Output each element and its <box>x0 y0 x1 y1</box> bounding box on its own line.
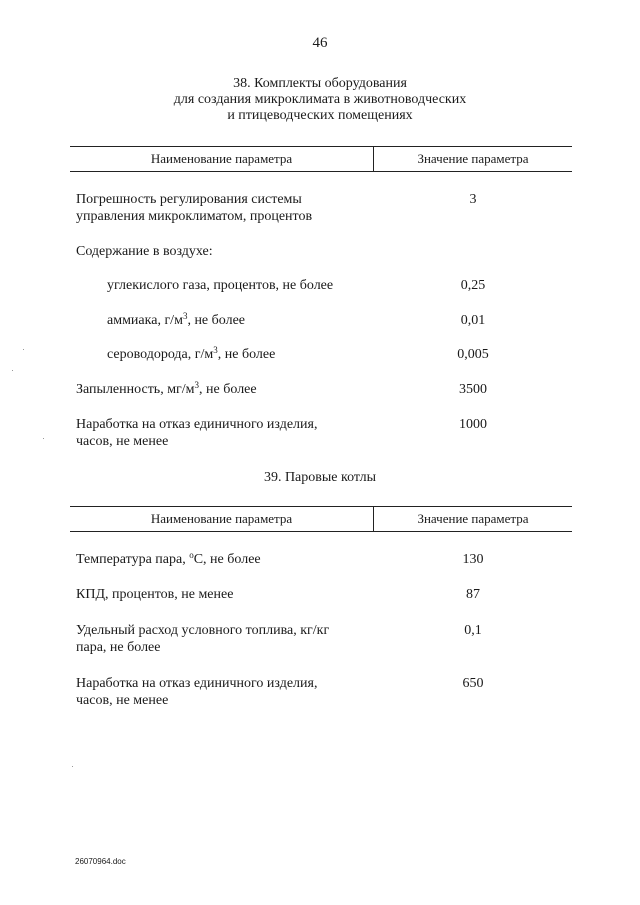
dust-content-label-suffix: , не более <box>199 382 257 397</box>
scan-speck <box>23 349 24 350</box>
hydrogen-sulfide-label <box>107 346 407 363</box>
scan-speck <box>72 766 73 767</box>
air-content-heading: Содержание в воздухе: <box>76 244 213 259</box>
fuel-consumption-label-line-1: Удельный расход условного топлива, кг/кг <box>76 623 330 638</box>
section-38-title-line-2: для создания микроклимата в животноводческих <box>173 92 467 107</box>
table-38-header-param: Наименование параметра <box>70 147 374 171</box>
dust-content-unit-superscript: 3 <box>194 380 200 390</box>
mtbf-39-label-line-2: часов, не менее <box>76 693 169 708</box>
mtbf-38-label <box>76 416 376 450</box>
ammonia-value: 0,01 <box>460 313 486 328</box>
regulation-error-value: 3 <box>469 192 477 207</box>
page-number: 46 <box>312 35 328 51</box>
table-38-header <box>70 146 572 172</box>
scan-speck <box>12 370 13 371</box>
hydrogen-sulfide-label-text: сероводорода, г/м <box>107 347 214 362</box>
section-39-title: 39. Паровые котлы <box>263 470 377 485</box>
ammonia-unit-superscript: 3 <box>182 311 188 321</box>
document-code: 26070964.doc <box>75 857 126 866</box>
fuel-consumption-value: 0,1 <box>464 623 482 638</box>
fuel-consumption-label <box>76 622 376 656</box>
ammonia-label <box>107 312 407 329</box>
carbon-dioxide-value: 0,25 <box>460 278 486 293</box>
hydrogen-sulfide-value: 0,005 <box>457 347 489 362</box>
section-38-title-line-1: 38. Комплекты оборудования <box>233 76 407 91</box>
mtbf-38-value: 1000 <box>459 417 487 432</box>
efficiency-label: КПД, процентов, не менее <box>76 587 234 602</box>
dust-content-value: 3500 <box>459 382 487 397</box>
dust-content-label-text: Запыленность, мг/м <box>76 382 195 397</box>
table-38-header-value: Значение параметра <box>417 151 529 166</box>
ammonia-label-suffix: , не более <box>187 313 245 328</box>
mtbf-39-label <box>76 675 376 709</box>
regulation-error-label-line-1: Погрешность регулирования системы <box>76 192 302 207</box>
mtbf-39-label-line-1: Наработка на отказ единичного изделия, <box>76 676 318 691</box>
carbon-dioxide-label: углекислого газа, процентов, не более <box>107 278 334 293</box>
table-row-regulation-error-label <box>76 191 376 225</box>
steam-temperature-label-text: Температура пара, <box>76 552 190 567</box>
degree-superscript: о <box>189 550 194 560</box>
scan-speck <box>43 438 44 439</box>
hydrogen-sulfide-label-suffix: , не более <box>217 347 276 362</box>
mtbf-39-value: 650 <box>462 676 484 691</box>
dust-content-label <box>76 381 376 398</box>
hydrogen-sulfide-unit-superscript: 3 <box>213 345 218 355</box>
table-39-header-param: Наименование параметра <box>70 507 374 531</box>
ammonia-label-text: аммиака, г/м <box>107 313 183 328</box>
fuel-consumption-label-line-2: пара, не более <box>76 640 161 655</box>
section-38-title-line-3: и птицеводческих помещениях <box>227 108 413 123</box>
regulation-error-label-line-2: управления микроклиматом, процентов <box>76 209 313 224</box>
section-38-title <box>0 76 640 124</box>
table-39-header <box>70 506 572 532</box>
table-39-header-value: Значение параметра <box>417 511 529 526</box>
steam-temperature-label <box>76 551 376 568</box>
mtbf-38-label-line-1: Наработка на отказ единичного изделия, <box>76 417 318 432</box>
steam-temperature-value: 130 <box>462 552 484 567</box>
mtbf-38-label-line-2: часов, не менее <box>76 434 169 449</box>
efficiency-value: 87 <box>466 587 480 602</box>
steam-temperature-label-suffix: С, не более <box>193 552 261 567</box>
